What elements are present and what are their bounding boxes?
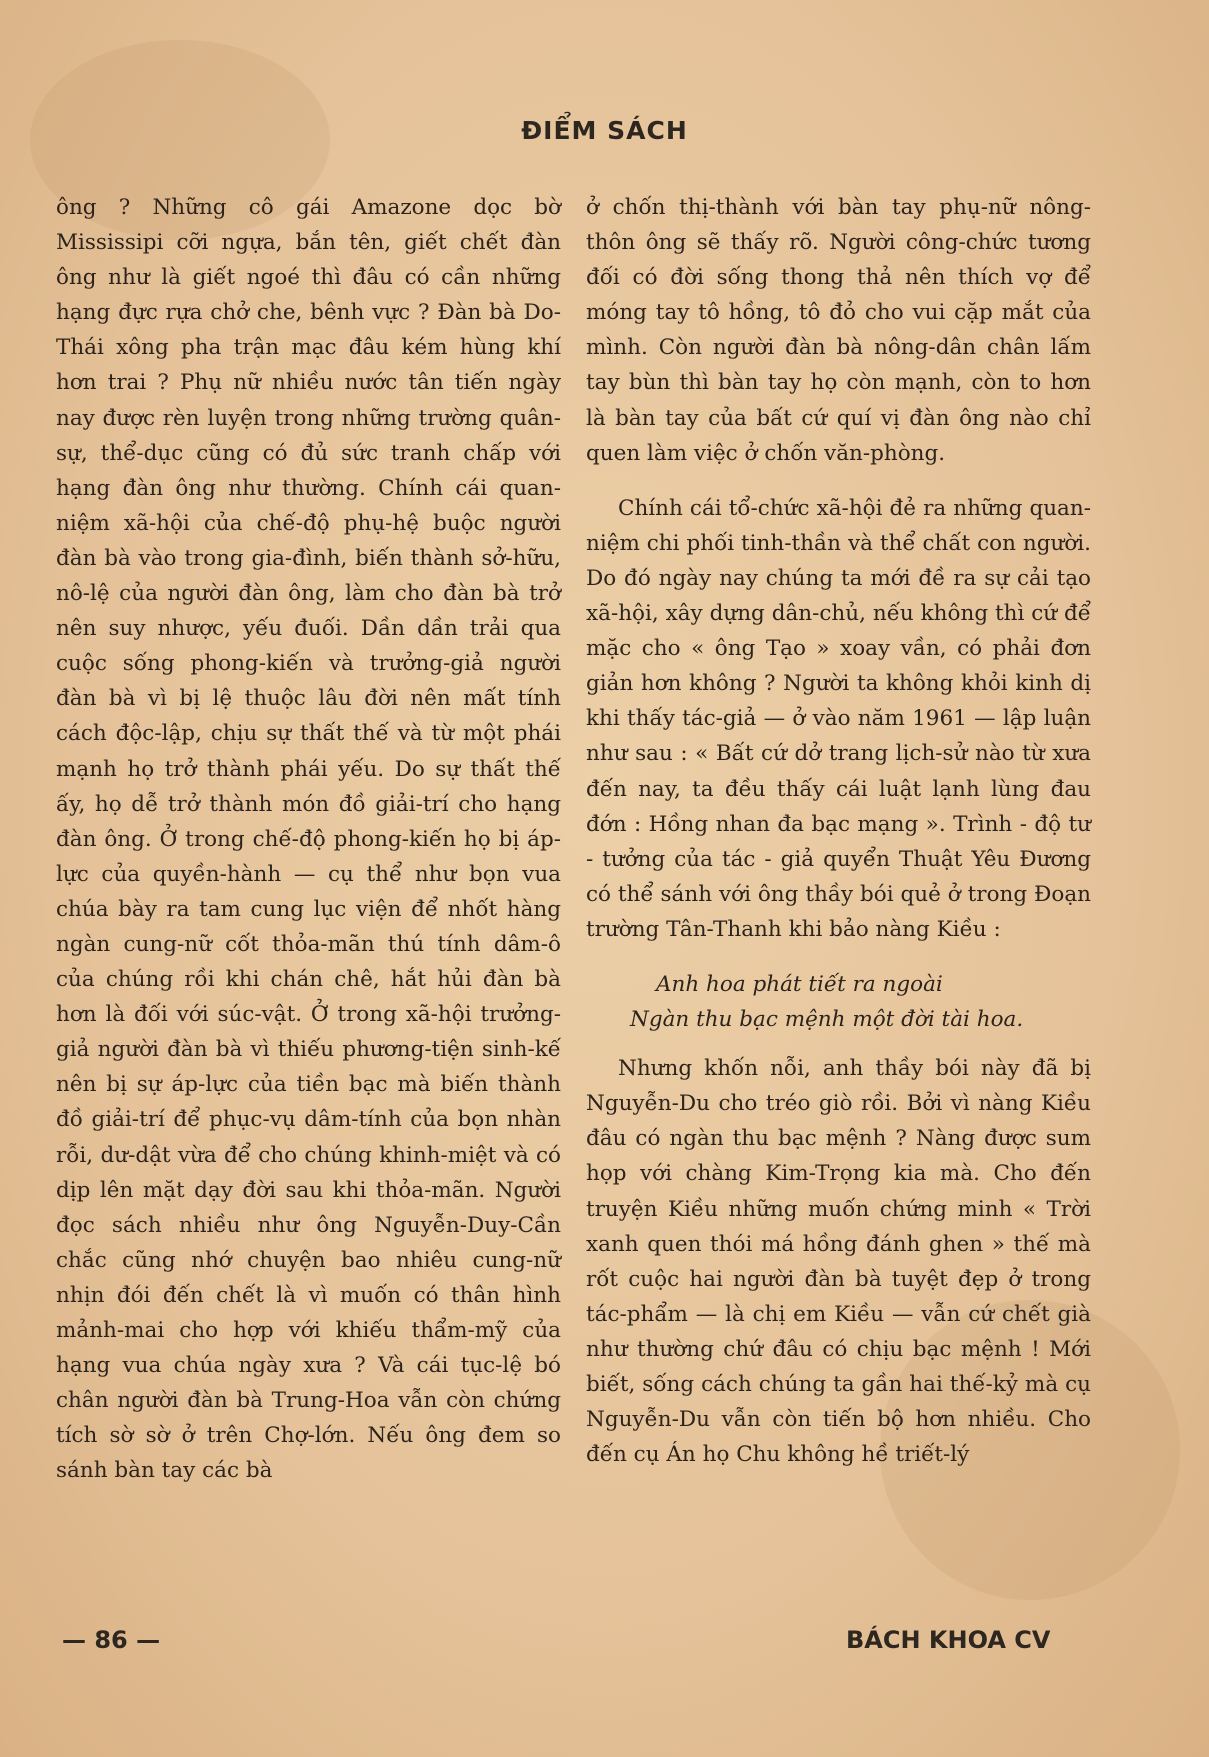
- magazine-name: BÁCH KHOA CV: [846, 1626, 1051, 1654]
- page-number: — 86 —: [62, 1626, 161, 1654]
- section-title: ĐIỂM SÁCH: [521, 116, 688, 145]
- poem-line-2: Ngàn thu bạc mệnh một đời tài hoa.: [630, 1007, 1024, 1033]
- right-paragraph-1: ở chốn thị-thành với bàn tay phụ-nữ nông-thôn ông sẽ thấy rõ. Người công-chức tương đối có đời sống thong thả nên thích vợ để móng tay tô hồng, tô đỏ cho vui cặp mắt của mình. Còn người đàn bà nông-dân chân lấm tay bùn thì bàn tay họ còn mạnh, còn to hơn là bàn tay của bất cứ quí vị đàn ông nào chỉ quen làm việc ở chốn văn-phòng.: [586, 195, 1091, 466]
- left-column: [56, 190, 561, 1488]
- poem-quote: [586, 967, 1091, 1037]
- right-paragraph-3: Nhưng khốn nỗi, anh thầy bói này đã bị Nguyễn-Du cho tréo giò rồi. Bởi vì nàng Kiều đâu có ngàn thu bạc mệnh ? Nàng được sum họp với chàng Kim-Trọng kia mà. Cho đến truyện Kiều những muốn chứng minh « Trời xanh quen thói má hồng đánh ghen » thế mà rốt cuộc hai người đàn bà tuyệt đẹp ở trong tác-phẩm — là chị em Kiều — vẫn cứ chết già như thường chứ đâu có chịu bạc mệnh ! Mới biết, sống cách chúng ta gần hai thế-kỷ mà cụ Nguyễn-Du vẫn còn tiến bộ hơn nhiều. Cho đến cụ Án họ Chu không hề triết-lý: [586, 1056, 1091, 1468]
- left-column-text: ông ? Những cô gái Amazone dọc bờ Mississipi cỡi ngựa, bắn tên, giết chết đàn ông như là giết ngoé thì đâu có cần những hạng đực rựa chở che, bênh vực ? Đàn bà Do-Thái xông pha trận mạc đâu kém hùng khí hơn trai ? Phụ nữ nhiều nước tân tiến ngày nay được rèn luyện trong những trường quân-sự, thể-dục cũng có đủ sức tranh chấp với hạng đàn ông như thường. Chính cái quan-niệm xã-hội của chế-độ phụ-hệ buộc người đàn bà vào trong gia-đình, biến thành sở-hữu, nô-lệ của người đàn ông, làm cho đàn bà trở nên suy nhược, yếu đuối. Dần dần trải qua cuộc sống phong-kiến và trưởng-giả người đàn bà vì bị lệ thuộc lâu đời nên mất tính cách độc-lập, chịu sự thất thế và từ một phái mạnh họ trở thành phái yếu. Do sự thất thế ấy, họ dễ trở thành món đồ giải-trí cho hạng đàn ông. Ở trong chế-độ phong-kiến họ bị áp-lực của quyền-hành — cụ thể như bọn vua chúa bày ra tam cung lục viện để nhốt hàng ngàn cung-nữ cốt thỏa-mãn thú tính dâm-ô của chúng rồi khi chán chê, hắt hủi đàn bà hơn là đối với súc-vật. Ở trong xã-hội trưởng-giả người đàn bà vì thiếu phương-tiện sinh-kế nên bị sự áp-lực của tiền bạc mà biến thành đồ giải-trí để phục-vụ dâm-tính của bọn nhàn rỗi, dư-dật vừa để cho chúng khinh-miệt và có dịp lên mặt dạy đời sau khi thỏa-mãn. Người đọc sách nhiều như ông Nguyễn-Duy-Cần chắc cũng nhớ chuyện bao nhiêu cung-nữ nhịn đói đến chết là vì muốn có thân hình mảnh-mai cho hợp với khiếu thẩm-mỹ của hạng vua chúa ngày xưa ? Và cái tục-lệ bó chân người đàn bà Trung-Hoa vẫn còn chứng tích sờ sờ ở trên Chợ-lớn. Nếu ông đem so sánh bàn tay các bà: [56, 195, 561, 1484]
- right-column: [586, 190, 1091, 1472]
- poem-line-1: Anh hoa phát tiết ra ngoài: [656, 971, 943, 997]
- right-paragraph-2: Chính cái tổ-chức xã-hội đẻ ra những quan-niệm chi phối tinh-thần và thể chất con người. Do đó ngày nay chúng ta mới đề ra sự cải tạo xã-hội, xây dựng dân-chủ, nếu không thì cứ để mặc cho « ông Tạo » xoay vần, có phải đơn giản hơn không ? Người ta không khỏi kinh dị khi thấy tác-giả — ở vào năm 1961 — lập luận như sau : « Bất cứ dở trang lịch-sử nào từ xưa đến nay, ta đều thấy cái luật lạnh lùng đau đớn : Hồng nhan đa bạc mạng ». Trình - độ tư - tưởng của tác - giả quyển Thuật Yêu Đương có thể sánh với ông thầy bói quẻ ở trong Đoạn trường Tân-Thanh khi bảo nàng Kiều :: [586, 495, 1091, 942]
